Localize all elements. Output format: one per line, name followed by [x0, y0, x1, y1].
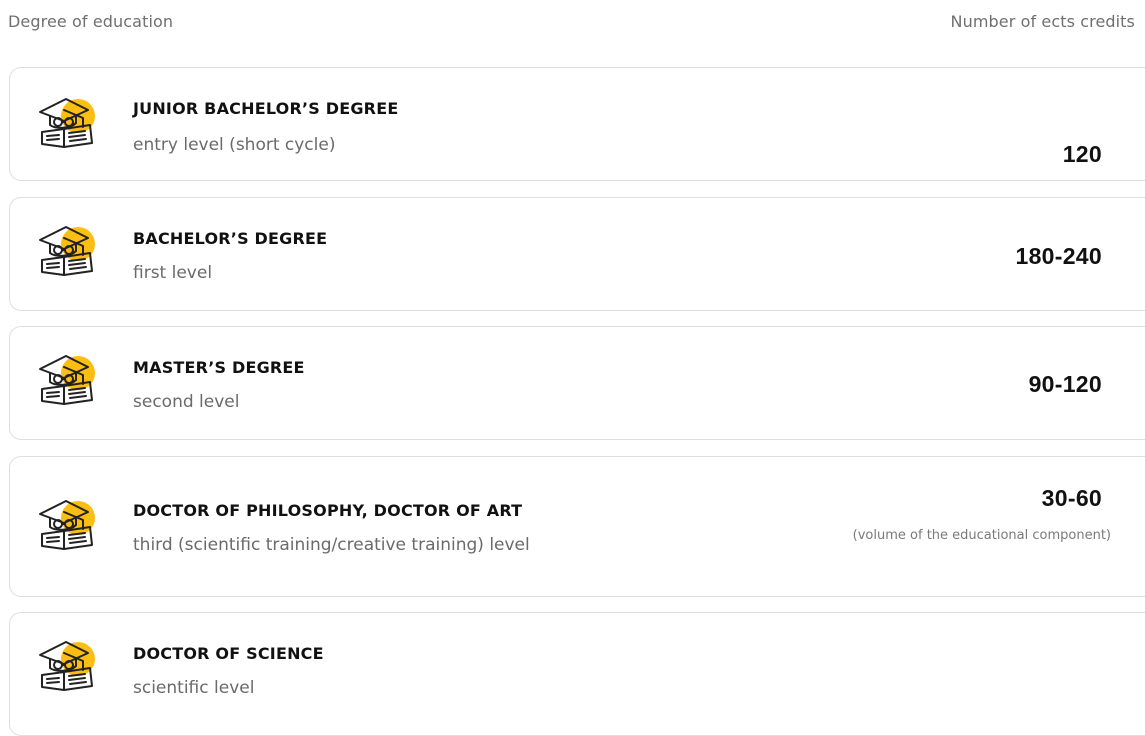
degree-title: BACHELOR’S DEGREE — [133, 229, 328, 248]
degree-card-bachelor — [9, 197, 1145, 311]
credits-note: (volume of the educational component) — [852, 528, 1111, 543]
degree-title: DOCTOR OF PHILOSOPHY, DOCTOR OF ART — [133, 501, 523, 520]
degree-card-doctor-of-philosophy — [9, 456, 1145, 597]
degree-card-master — [9, 326, 1145, 440]
graduation-book-icon — [34, 498, 100, 552]
credits-value: 120 — [1062, 141, 1102, 167]
graduation-book-icon — [34, 353, 100, 407]
degree-card-junior-bachelor — [9, 67, 1145, 181]
credits-column-header: Number of ects credits — [950, 12, 1135, 31]
credits-value: 30-60 — [1041, 485, 1102, 511]
degree-card-doctor-of-science — [9, 612, 1145, 736]
degree-level: entry level (short cycle) — [133, 135, 336, 155]
degree-level: first level — [133, 263, 213, 283]
degree-title: MASTER’S DEGREE — [133, 358, 305, 377]
degree-title: JUNIOR BACHELOR’S DEGREE — [133, 99, 399, 118]
degree-level: second level — [133, 392, 240, 412]
credits-value: 90-120 — [1028, 371, 1102, 397]
graduation-book-icon — [34, 224, 100, 278]
graduation-book-icon — [34, 639, 100, 693]
credits-value: 180-240 — [1015, 243, 1102, 269]
degree-title: DOCTOR OF SCIENCE — [133, 644, 324, 663]
graduation-book-icon — [34, 96, 100, 150]
degree-column-header: Degree of education — [8, 12, 174, 31]
degree-level: scientific level — [133, 678, 255, 698]
degree-level: third (scientific training/creative training) level — [133, 535, 530, 555]
